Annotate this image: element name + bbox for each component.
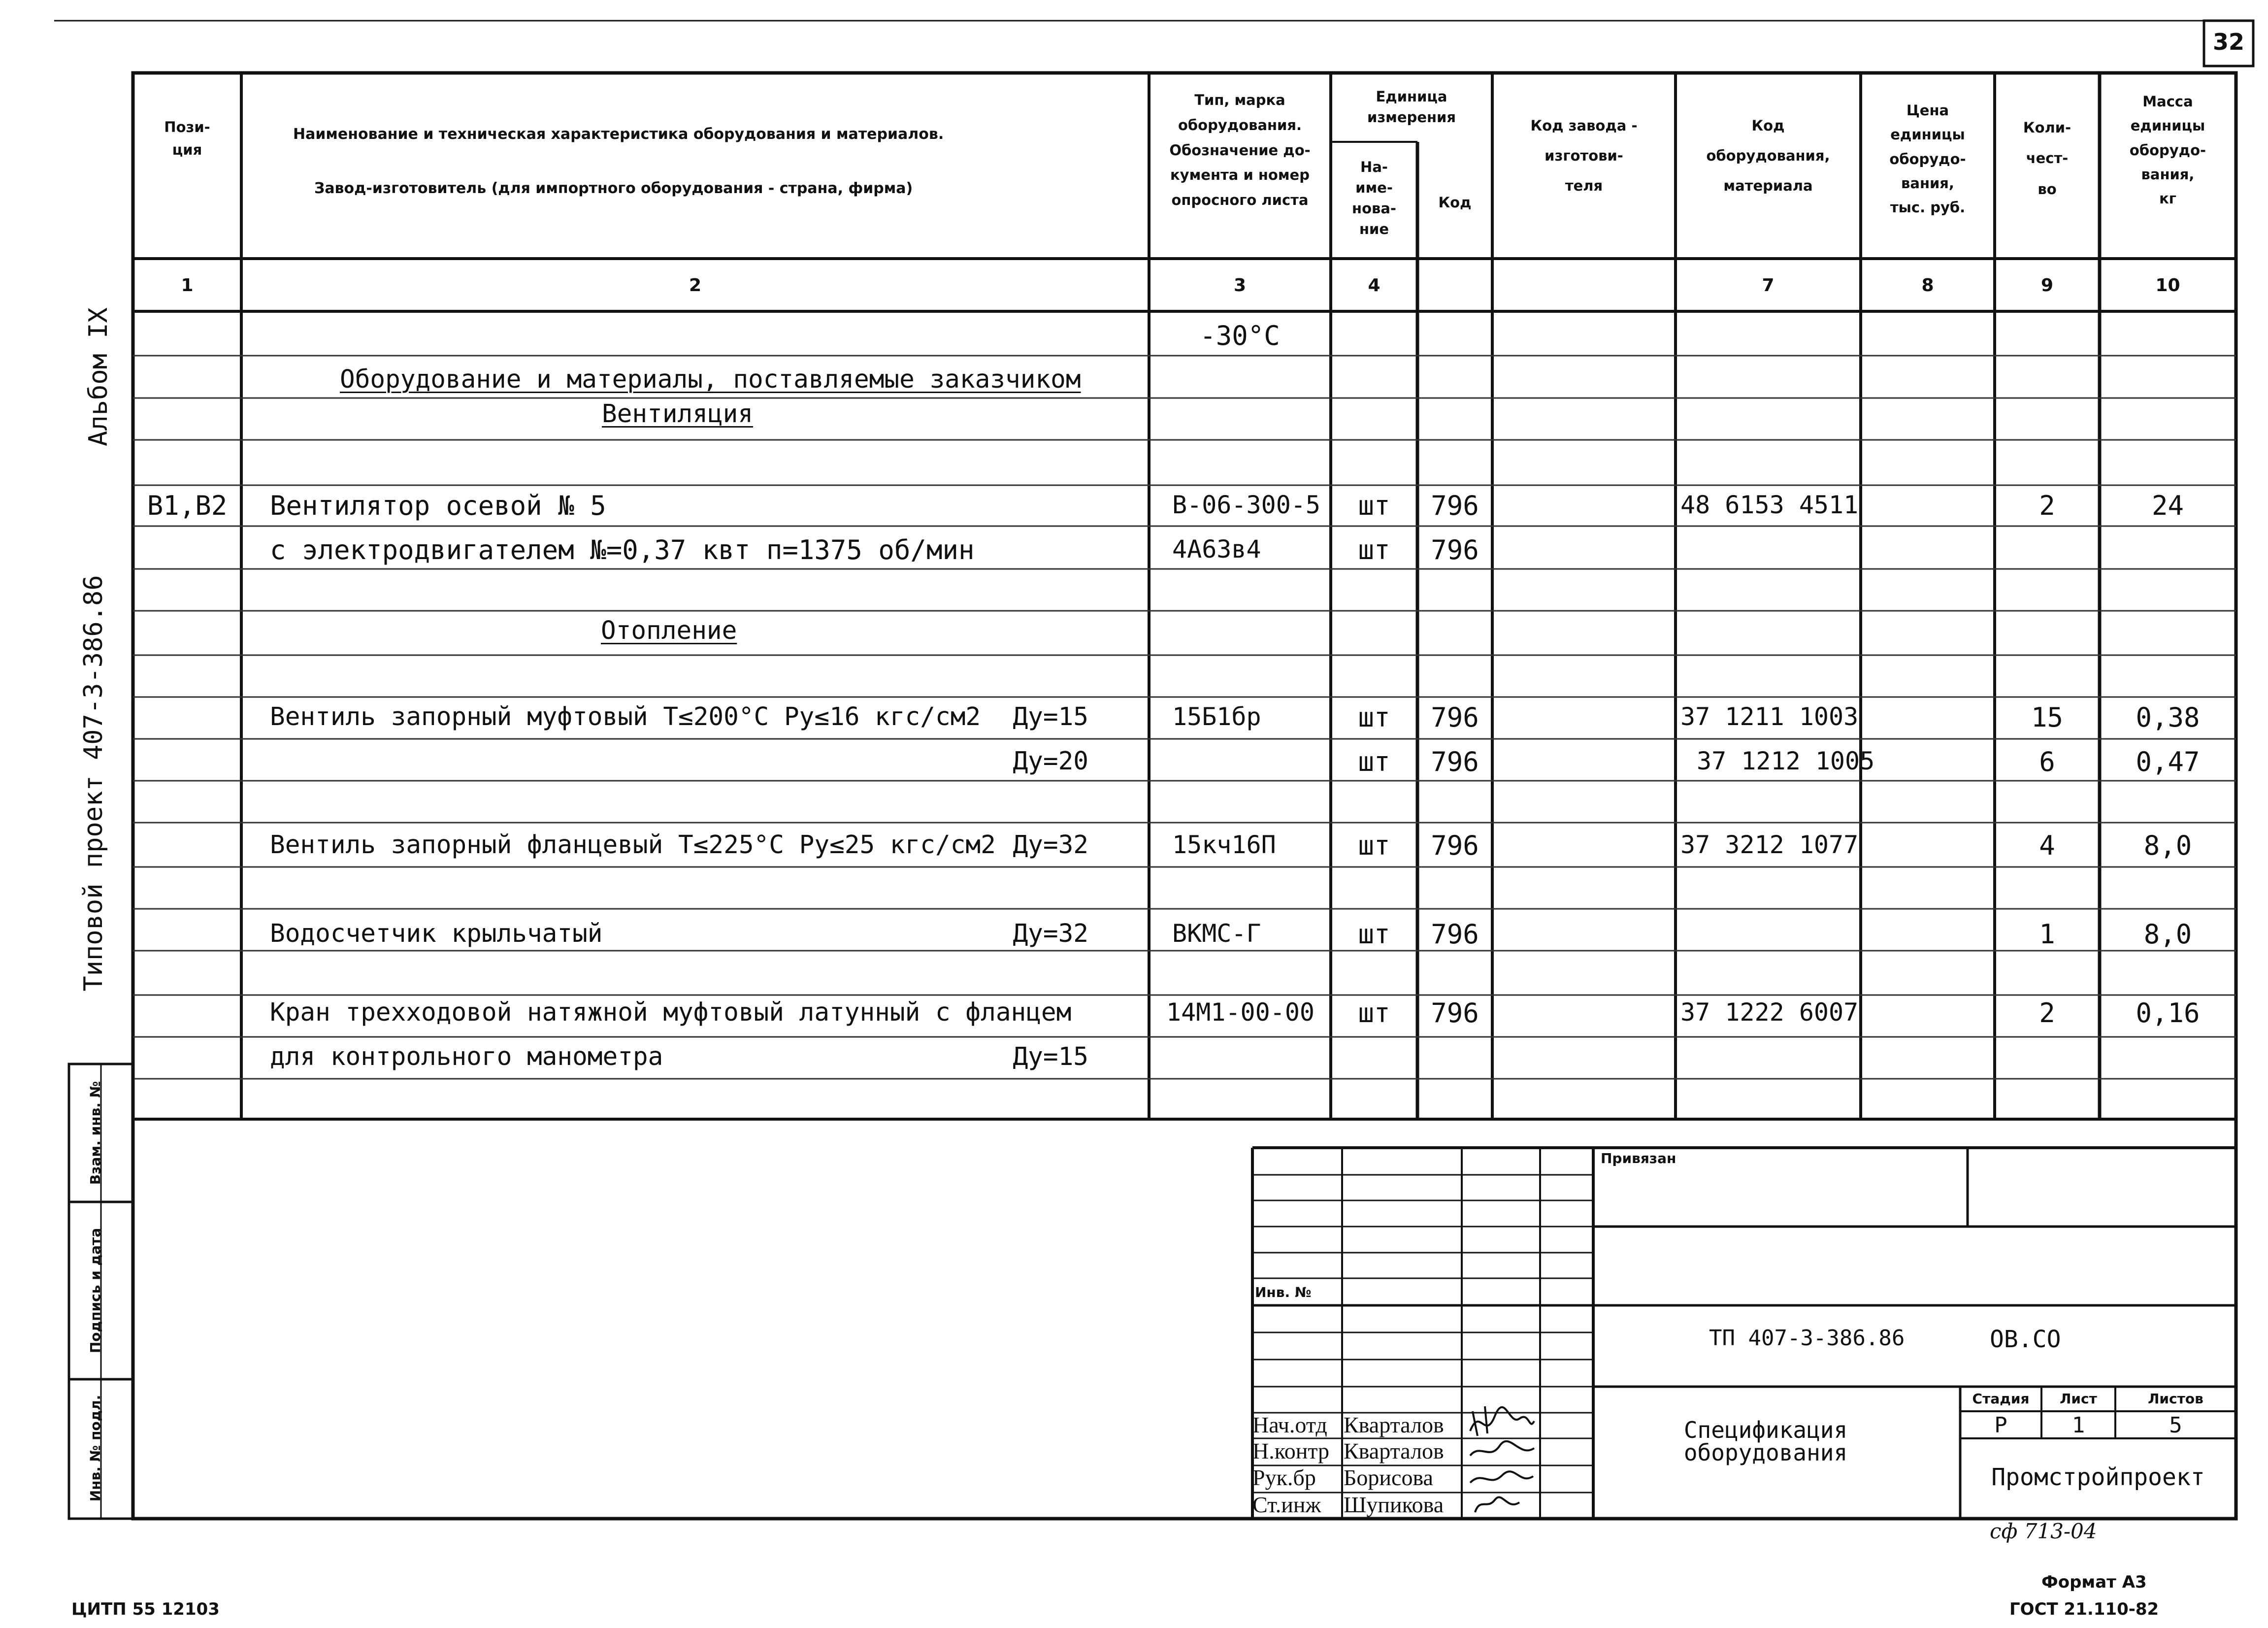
column-number: 2 (689, 275, 702, 296)
project-label: Типовой проект 407-3-386.86 (79, 575, 108, 992)
organization: Промстройпроект (1991, 1463, 2205, 1491)
sf-number: сф 713-04 (1990, 1519, 2097, 1543)
position-cell: В1,В2 (147, 490, 228, 521)
mass: 8,0 (2143, 830, 2192, 861)
unit-name: шт (1358, 534, 1390, 565)
header-position: Пози- ция (164, 119, 210, 159)
unit-name: шт (1358, 997, 1390, 1029)
header-name-line2: Завод-изготовитель (для импортного оборудования - страна, фирма) (314, 180, 913, 197)
unit-name: шт (1358, 919, 1390, 950)
unit-name: шт (1358, 746, 1390, 777)
quantity: 2 (2039, 490, 2055, 521)
stage-label: Стадия (1972, 1391, 2030, 1407)
header-quantity: Коли- чест- во (2023, 119, 2071, 198)
nominal-diameter: Ду=15 (1013, 702, 1088, 731)
equipment-code: 37 3212 1077 (1680, 831, 1859, 859)
footer-left-code: ЦИТП 55 12103 (71, 1599, 220, 1619)
quantity: 6 (2039, 746, 2055, 777)
sheets-value: 5 (2169, 1413, 2182, 1438)
unit-code: 796 (1431, 702, 1479, 733)
header-name-line1: Наименование и техническая характеристика оборудования и материалов. (293, 126, 944, 143)
equipment-code: 48 6153 4511 (1680, 491, 1859, 519)
privyazan-label: Привязан (1601, 1150, 1676, 1166)
nominal-diameter: Ду=15 (1013, 1042, 1088, 1071)
nominal-diameter: Ду=32 (1013, 919, 1088, 948)
column-number: 4 (1368, 275, 1381, 296)
unit-name: шт (1358, 490, 1390, 521)
mass: 8,0 (2143, 919, 2192, 950)
unit-code: 796 (1431, 997, 1479, 1029)
sheet-number: 32 (2212, 29, 2244, 55)
item-name: Вентиль запорный муфтовый Т≤200°С Ру≤16 кгс/см2 (270, 702, 981, 731)
unit-code: 796 (1431, 919, 1479, 950)
unit-code: 796 (1431, 830, 1479, 861)
header-unit-code: Код (1438, 194, 1472, 211)
quantity: 15 (2031, 702, 2064, 733)
column-number: 1 (181, 275, 194, 296)
inventory-label: Инв. № подл. (87, 1395, 103, 1502)
inv-no-label: Инв. № (1255, 1284, 1312, 1300)
header-unit-group: Единица измерения (1367, 88, 1456, 126)
item-type: 4А63в4 (1172, 535, 1261, 564)
column-number: 8 (1921, 275, 1934, 296)
quantity: 4 (2039, 830, 2055, 861)
section-title: Оборудование и материалы, поставляемые заказчиком (340, 365, 1081, 394)
item-name: для контрольного манометра (270, 1042, 663, 1071)
header-unit-name: На- име- нова- ние (1352, 159, 1396, 238)
header-maker-code: Код завода - изготови- теля (1530, 117, 1638, 194)
equipment-code: 37 1211 1003 (1680, 702, 1859, 731)
unit-code: 796 (1431, 490, 1479, 521)
item-name: с электродвигателем №=0,37 квт п=1375 об/мин (270, 534, 975, 565)
signature-marks (1465, 1396, 1539, 1517)
subsection-ventilation: Вентиляция (602, 399, 754, 429)
subsection-heating: Отопление (601, 616, 737, 645)
nominal-diameter: Ду=32 (1013, 831, 1088, 860)
mass: 24 (2151, 490, 2184, 521)
item-name: Вентилятор осевой № 5 (270, 490, 606, 521)
column-number: 3 (1233, 275, 1247, 296)
unit-name: шт (1358, 830, 1390, 861)
temperature-note: -30°С (1200, 320, 1280, 351)
signature-date-label: Подпись и дата (87, 1228, 103, 1354)
mass: 0,16 (2136, 997, 2200, 1029)
header-mass: Масса единицы оборудо- вания, кг (2129, 93, 2206, 207)
unit-name: шт (1358, 702, 1390, 733)
document-mark: ОВ.СО (1990, 1326, 2061, 1353)
sheets-label: Листов (2148, 1391, 2203, 1407)
document-title: Спецификация оборудования (1683, 1417, 1848, 1466)
person-name: Борисова (1344, 1465, 1433, 1490)
gost-label: ГОСТ 21.110-82 (2009, 1599, 2159, 1619)
header-type: Тип, марка оборудования. Обозначение до- кумента и номер опросного листа (1169, 92, 1311, 208)
sheet-label: Лист (2060, 1391, 2097, 1407)
equipment-code: 37 1222 6007 (1680, 998, 1859, 1027)
role-label: Н.контр (1252, 1438, 1330, 1463)
quantity: 1 (2039, 919, 2055, 950)
item-type: 15кч16П (1172, 831, 1276, 859)
format-label: Формат А3 (2041, 1572, 2147, 1592)
item-type: 15Б1бр (1172, 702, 1261, 731)
mass: 0,38 (2136, 702, 2200, 733)
person-name: Кварталов (1344, 1412, 1444, 1437)
role-label: Рук.бр (1252, 1465, 1316, 1490)
item-type: ВКМС-Г (1172, 919, 1261, 948)
unit-code: 796 (1431, 534, 1479, 565)
equipment-code: 37 1212 1005 (1697, 747, 1875, 775)
unit-code: 796 (1431, 746, 1479, 777)
vzam-label: Взам. инв. № (87, 1081, 103, 1185)
item-name: Вентиль запорный фланцевый Т≤225°С Ру≤25 кгс/см2 (270, 831, 996, 860)
quantity: 2 (2039, 997, 2055, 1029)
item-type: В-06-300-5 (1172, 491, 1321, 519)
role-label: Ст.инж (1252, 1492, 1321, 1517)
album-label: Альбом IX (84, 307, 113, 446)
sheet-value: 1 (2071, 1413, 2085, 1438)
role-label: Нач.отд (1252, 1412, 1327, 1437)
item-name: Водосчетчик крыльчатый (270, 919, 603, 948)
document-code: ТП 407-3-386.86 (1709, 1326, 1905, 1351)
stage-value: Р (1994, 1413, 2007, 1438)
mass: 0,47 (2136, 746, 2200, 777)
person-name: Шупикова (1344, 1492, 1444, 1517)
column-number: 10 (2155, 275, 2180, 296)
header-equipment-code: Код оборудования, материала (1706, 117, 1830, 194)
item-name: Кран трехходовой натяжной муфтовый латунный с фланцем (270, 998, 1072, 1027)
column-number: 9 (2040, 275, 2054, 296)
column-number: 7 (1762, 275, 1775, 296)
person-name: Кварталов (1344, 1438, 1444, 1463)
item-type: 14М1-00-00 (1166, 998, 1315, 1027)
header-price: Цена единицы оборудо- вания, тыс. руб. (1889, 102, 1966, 216)
nominal-diameter: Ду=20 (1013, 747, 1088, 776)
